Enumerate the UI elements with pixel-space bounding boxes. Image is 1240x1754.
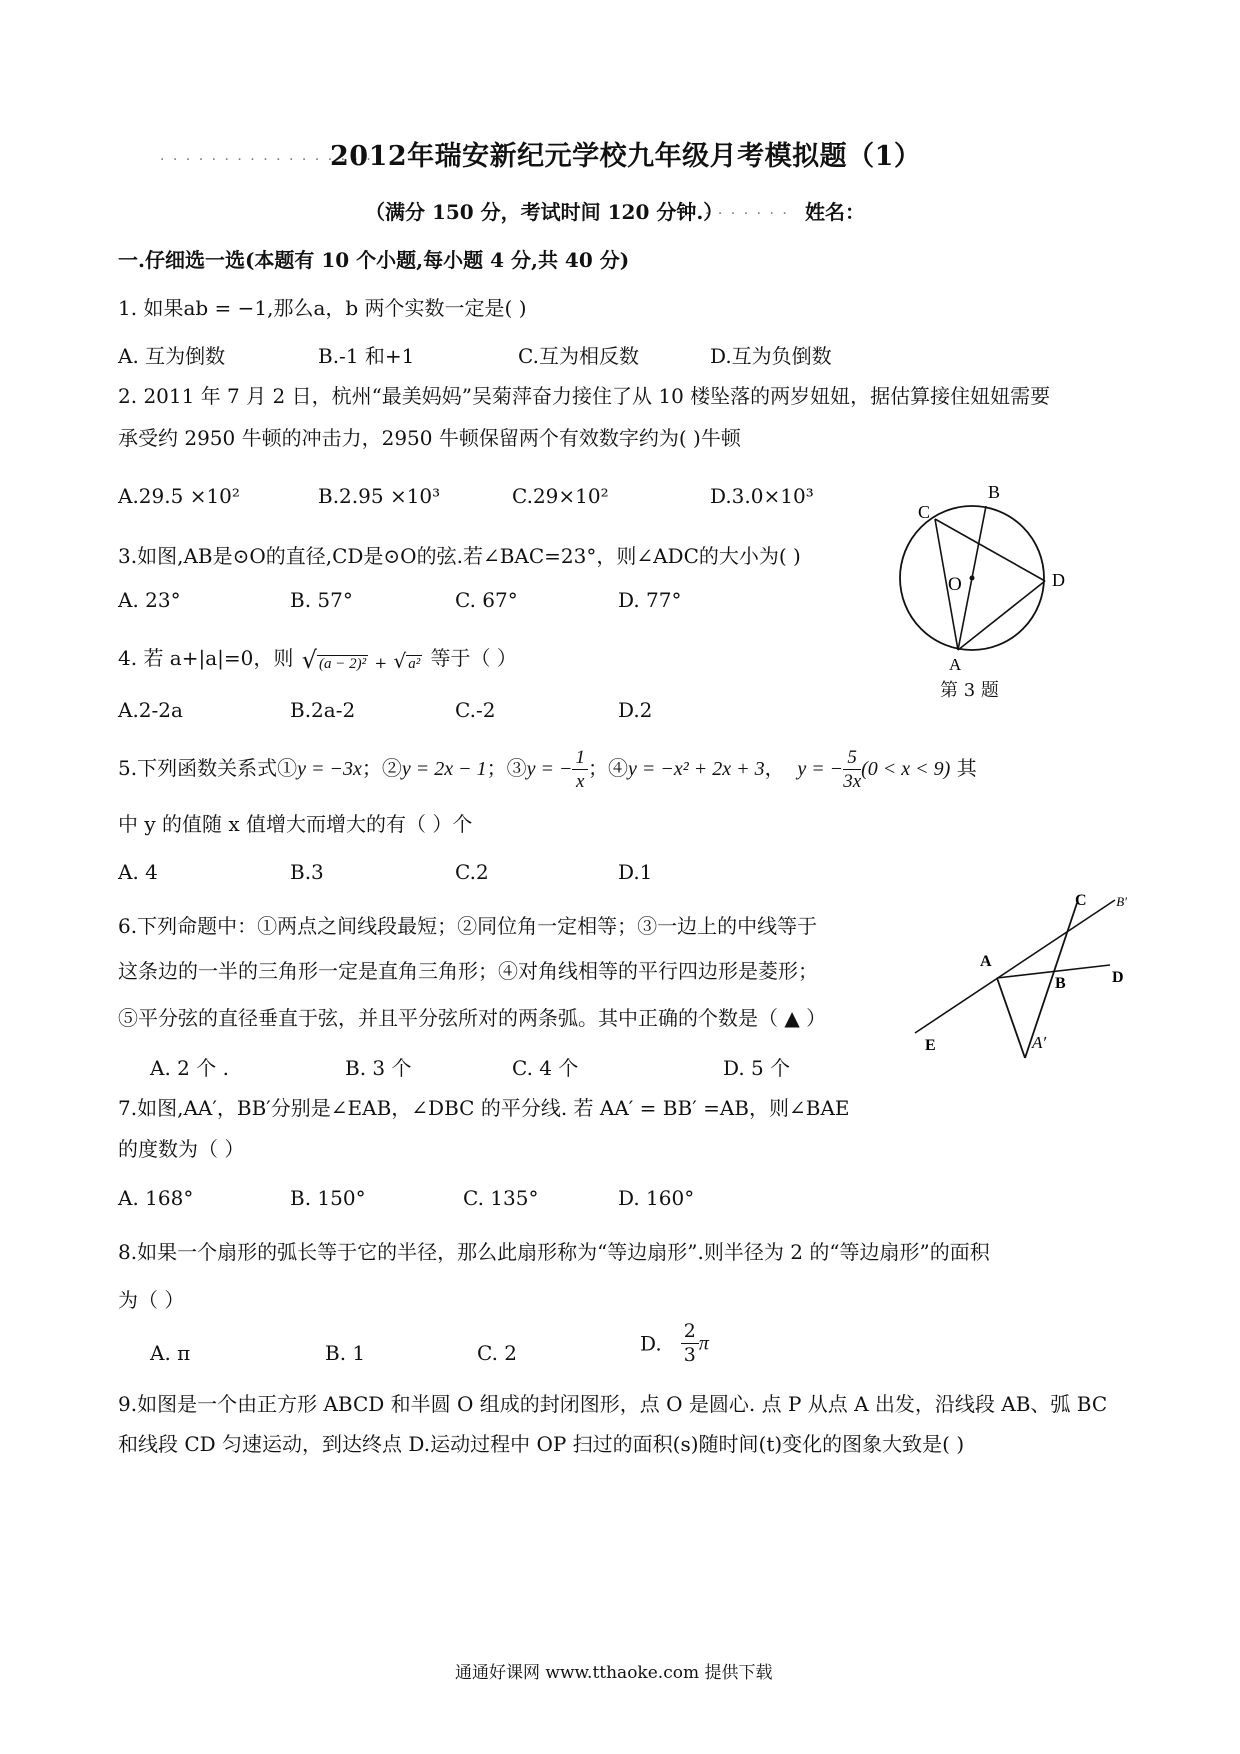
q4-option-a: A.2-2a (118, 698, 183, 722)
label-d: D (1052, 570, 1065, 590)
q1-option-d: D.互为负倒数 (710, 344, 832, 368)
section-title: 一.仔细选一选(本题有 10 个小题,每小题 4 分,共 40 分) (118, 248, 630, 272)
q7-angle-figure (905, 888, 1130, 1066)
label-a: A (980, 953, 992, 970)
q5-expr2: y = 2x − 1 (401, 758, 487, 780)
q2-line1: 2. 2011 年 7 月 2 日，杭州“最美妈妈”吴菊萍奋力接住了从 10 楼坠落的两岁妞妞，据估算接住妞妞需要 (118, 384, 1051, 408)
q9-line1: 9.如图是一个由正方形 ABCD 和半圆 O 组成的封闭图形，点 O 是圆心. 点 P 从点 A 出发，沿线段 AB、弧 BC (118, 1392, 1108, 1416)
q3-option-c: C. 67° (455, 588, 518, 612)
q5-text1: 5.下列函数关系式① (118, 756, 298, 780)
q3-option-a: A. 23° (118, 588, 181, 612)
footer-credit: 通通好课网 www.tthaoke.com 提供下载 (455, 1663, 773, 1683)
q1-stem: 1. 如果ab = −1,那么a，b 两个实数一定是( ) (118, 296, 527, 320)
q5-frac5-den: 3x (843, 771, 862, 792)
q2-line2: 承受约 2950 牛顿的冲击力，2950 牛顿保留两个有效数字约为( )牛顿 (118, 426, 741, 450)
q8-frac-den: 3 (683, 1344, 696, 1366)
label-c: C (1075, 892, 1087, 909)
q8-option-d-fraction (681, 1322, 699, 1365)
q5-option-a: A. 4 (118, 860, 158, 884)
q5-option-c: C.2 (455, 860, 489, 884)
q2-option-d: D.3.0×10³ (710, 484, 814, 508)
label-c: C (918, 502, 931, 522)
label-d: D (1112, 969, 1124, 986)
q6-line1: 6.下列命题中：①两点之间线段最短；②同位角一定相等；③一边上的中线等于 (118, 914, 818, 938)
q6-line2: 这条边的一半的三角形一定是直角三角形；④对角线相等的平行四边形是菱形； (118, 959, 818, 983)
q5-fraction5 (843, 748, 861, 791)
title-dots: · · · · · · · · · · · · · · · · · (160, 152, 373, 168)
name-label: 姓名： (805, 200, 865, 224)
q9-line2: 和线段 CD 匀速运动，到达终点 D.运动过程中 OP 扫过的面积(s)随时间(t)变化的图象大致是( ) (118, 1432, 965, 1456)
q6-option-a: A. 2 个 . (150, 1056, 229, 1080)
q4-stem (118, 642, 517, 674)
q7-line2: 的度数为（ ） (118, 1137, 245, 1161)
q5-text2: ；② (361, 756, 402, 780)
q7-option-a: A. 168° (118, 1186, 194, 1210)
q4-stem-start: 4. 若 a+|a|=0，则 (118, 646, 294, 670)
line-ea (915, 900, 1115, 1033)
q4-option-b: B.2a-2 (290, 698, 356, 722)
q7-option-d: D. 160° (618, 1186, 695, 1210)
q8-line1: 8.如果一个扇形的弧长等于它的半径，那么此扇形称为“等边扇形”.则半径为 2 的“等边扇形”的面积 (118, 1240, 990, 1264)
chord-cd (935, 519, 1045, 581)
q4-stem-end: 等于（ ） (430, 646, 517, 670)
q3-circle-figure (890, 478, 1080, 678)
q5-frac3-den: x (576, 771, 585, 792)
chord-ad (958, 581, 1045, 650)
q8-option-d-pi: π (698, 1332, 709, 1355)
q6-option-b: B. 3 个 (345, 1056, 412, 1080)
q8-option-a: A. π (150, 1341, 191, 1365)
q5-line1 (118, 740, 977, 797)
q3-stem: 3.如图,AB是⊙O的直径,CD是⊙O的弦.若∠BAC=23°，则∠ADC的大小为( ) (118, 544, 801, 568)
page-title: 2012年瑞安新纪元学校九年级月考模拟题（1） (330, 141, 922, 172)
q3-figure-caption: 第 3 题 (940, 680, 999, 701)
q5-frac5-num: 5 (843, 748, 861, 770)
q8-frac-num: 2 (681, 1322, 699, 1344)
q8-option-b: B. 1 (325, 1341, 366, 1365)
q7-line1: 7.如图,AA′，BB′分别是∠EAB，∠DBC 的平分线. 若 AA′ = BB′ =AB，则∠BAE (118, 1096, 850, 1120)
q5-text5: ， (764, 756, 785, 780)
label-e: E (925, 1037, 936, 1054)
q3-option-d: D. 77° (618, 588, 682, 612)
label-o: O (948, 574, 962, 595)
q2-option-a: A.29.5 ×10² (118, 484, 240, 508)
q4-sqrt2: a² (408, 655, 421, 672)
q4-sqrt-expr: √ (a − 2)² + √ a² (301, 645, 421, 674)
q5-fraction3 (572, 748, 588, 791)
q6-option-d: D. 5 个 (723, 1056, 791, 1080)
q1-option-c: C.互为相反数 (518, 344, 639, 368)
q5-expr4: y = −x² + 2x + 3 (627, 758, 765, 780)
q8-line2: 为（ ） (118, 1288, 185, 1312)
q5-expr5: y = − (797, 758, 844, 780)
q5-expr5-range: (0 < x < 9) (861, 758, 951, 780)
q5-expr3: y = − (526, 758, 573, 780)
info-dots: · · · · · · · (705, 206, 789, 222)
exam-info: （满分 150 分，考试时间 120 分钟.） (365, 200, 724, 224)
center-point (970, 576, 975, 581)
q6-line3: ⑤平分弦的直径垂直于弦，并且平分弦所对的两条弧。其中正确的个数是（ ▲ ） (118, 1006, 827, 1030)
q5-text3: ；③ (486, 756, 527, 780)
q6-option-c: C. 4 个 (512, 1056, 579, 1080)
q5-line2: 中 y 的值随 x 值增大而增大的有（ ）个 (118, 812, 473, 836)
q7-option-b: B. 150° (290, 1186, 366, 1210)
q8-option-d-label: D. (640, 1331, 662, 1356)
q4-option-c: C.-2 (455, 698, 496, 722)
q3-option-b: B. 57° (290, 588, 353, 612)
q5-option-b: B.3 (290, 860, 324, 884)
q8-option-d (640, 1322, 709, 1365)
q1-option-a: A. 互为倒数 (118, 344, 226, 368)
q5-expr1: y = −3x (297, 758, 362, 780)
label-b: B (988, 482, 1001, 502)
q2-option-c: C.29×10² (512, 484, 609, 508)
q8-option-c: C. 2 (477, 1341, 518, 1365)
q4-sqrt1: (a − 2)² (319, 655, 367, 672)
q4-option-d: D.2 (618, 698, 653, 722)
label-a-prime: A′ (1032, 1033, 1047, 1052)
q7-option-c: C. 135° (463, 1186, 539, 1210)
q5-option-d: D.1 (618, 860, 653, 884)
q4-plus: + (374, 653, 388, 672)
q5-frac3-num: 1 (572, 748, 588, 770)
q2-option-b: B.2.95 ×10³ (318, 484, 441, 508)
label-b-prime: B′ (1116, 894, 1127, 909)
label-b: B (1055, 975, 1066, 992)
q1-option-b: B.-1 和+1 (318, 344, 415, 368)
q5-text4: ；④ (587, 756, 628, 780)
q5-text6: 其 (956, 756, 977, 780)
segment-aa-prime (997, 978, 1025, 1058)
label-a: A (949, 655, 962, 674)
